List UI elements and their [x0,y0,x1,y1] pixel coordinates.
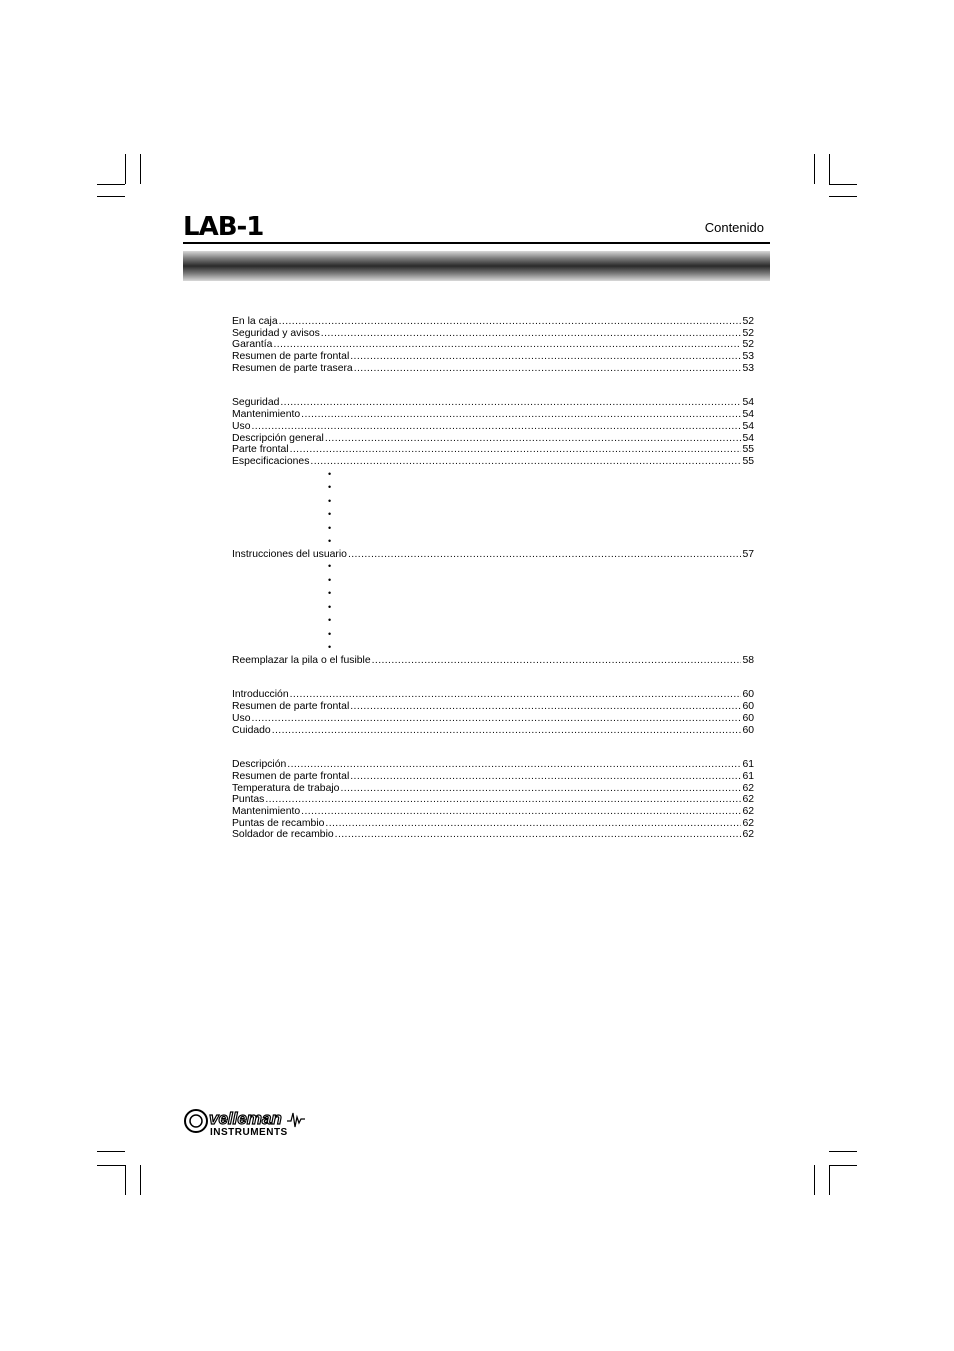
toc-entry-label: Cuidado [232,724,271,736]
toc-bullet: • [328,574,332,585]
toc-entry[interactable] [232,806,754,818]
toc-entry[interactable] [232,421,754,433]
toc-leader-dots [310,456,741,468]
toc-page-number: 52 [742,316,754,327]
toc-leader-dots [279,316,742,328]
toc-bullet: • [328,522,332,533]
toc-entry-label: Resumen de parte frontal [232,351,350,363]
toc-page-number: 54 [742,409,754,421]
toc-leader-dots [350,701,741,713]
toc-page-number: 55 [742,444,754,456]
toc-entry[interactable] [232,759,754,771]
brand-text: velleman [209,1109,282,1128]
toc-leader-dots [348,549,742,561]
toc-leader-dots [301,409,741,421]
toc-entry[interactable] [232,351,754,363]
toc-entry-label: Especificaciones [232,455,310,467]
toc-page-number: 60 [742,712,754,724]
toc-entry-label: Resumen de parte frontal [232,770,350,782]
subbrand-text: INSTRUMENTS [210,1127,288,1137]
toc-entry[interactable] [232,549,754,561]
toc-section [232,689,754,736]
toc-entry-label: Puntas [232,794,265,806]
toc-leader-dots [251,713,741,725]
toc-page-number: 54 [742,420,754,432]
toc-leader-dots [340,783,741,795]
toc-entry[interactable] [232,771,754,783]
toc-bullet: • [328,468,332,479]
toc-bullet: • [328,588,332,599]
toc-page-number: 60 [742,724,754,736]
toc-page-number: 62 [742,805,754,817]
toc-leader-dots [321,328,742,340]
toc-leader-dots [354,363,742,375]
toc-entry-label: Temperatura de trabajo [232,782,340,794]
toc-entry-label: Seguridad y avisos [232,327,320,339]
toc-entry[interactable] [232,818,754,830]
header-rule [183,242,770,244]
toc-entry-label: Introducción [232,689,289,701]
lab1-logo: LAB-1 [183,212,264,242]
toc-entry-label: Descripción [232,759,287,771]
toc-entry[interactable] [232,363,754,375]
toc-entry-label: Descripción general [232,432,324,444]
toc-leader-dots [372,655,742,667]
toc-bullet: • [328,495,332,506]
toc-entry-label: Mantenimiento [232,805,301,817]
toc-page-number: 62 [742,794,754,806]
toc-leader-dots [290,689,742,701]
toc-entry-label: Instrucciones del usuario [232,548,347,560]
toc-entry[interactable] [232,725,754,737]
toc-entry-label: Parte frontal [232,444,289,456]
toc-entry[interactable] [232,328,754,340]
toc-entry[interactable] [232,701,754,713]
toc-page-number: 61 [742,770,754,782]
toc-entry-label: Uso [232,712,251,724]
toc-entry[interactable] [232,783,754,795]
toc-page-number: 52 [742,339,754,351]
toc-entry-label: Seguridad [232,397,280,409]
toc-section [232,397,754,666]
toc-leader-dots [350,351,741,363]
toc-entry[interactable] [232,689,754,701]
toc-entry[interactable] [232,397,754,409]
toc-page-number: 62 [742,782,754,794]
toc-leader-dots [350,771,741,783]
toc-leader-dots [251,421,741,433]
toc-entry[interactable] [232,829,754,841]
toc-bullet: • [328,509,332,520]
toc-leader-dots [280,397,741,409]
toc-entry[interactable] [232,794,754,806]
toc-leader-dots [290,444,742,456]
toc-entry-label: Soldador de recambio [232,829,334,841]
toc-page-number: 52 [742,327,754,339]
toc-entry[interactable] [232,444,754,456]
toc-leader-dots [335,829,742,841]
toc-page-number: 57 [742,548,754,560]
toc-entry-label: Resumen de parte trasera [232,362,353,374]
toc-entry[interactable] [232,409,754,421]
table-of-contents [232,316,754,864]
toc-leader-dots [273,339,741,351]
toc-entry[interactable] [232,339,754,351]
toc-entry-label: Resumen de parte frontal [232,701,350,713]
toc-bullet: • [328,628,332,639]
toc-page-number: 54 [742,432,754,444]
toc-leader-dots [272,725,742,737]
toc-page-number: 54 [742,397,754,409]
toc-leader-dots [287,759,741,771]
toc-entry[interactable] [232,655,754,667]
toc-leader-dots [301,806,741,818]
toc-bullet: • [328,642,332,653]
toc-leader-dots [265,794,741,806]
toc-entry[interactable] [232,433,754,445]
toc-page-number: 58 [742,654,754,666]
toc-page-number: 62 [742,829,754,841]
toc-bullet: • [328,601,332,612]
toc-entry-label: Uso [232,420,251,432]
toc-section [232,316,754,374]
toc-leader-dots [325,818,741,830]
toc-page-number: 60 [742,701,754,713]
toc-entry-label: Mantenimiento [232,409,301,421]
toc-bullet: • [328,561,332,572]
toc-entry-label: Reemplazar la pila o el fusible [232,654,371,666]
toc-bullet: • [328,482,332,493]
toc-page-number: 53 [742,362,754,374]
toc-page-number: 55 [742,455,754,467]
toc-page-number: 61 [742,759,754,771]
page-title: Contenido [704,220,764,235]
toc-entry[interactable] [232,456,754,468]
toc-entry[interactable] [232,316,754,328]
toc-page-number: 53 [742,351,754,363]
header-gradient-band [183,251,770,281]
toc-page-number: 62 [742,817,754,829]
toc-entry[interactable] [232,713,754,725]
toc-leader-dots [325,433,742,445]
toc-bullet: • [328,536,332,547]
toc-section [232,759,754,841]
toc-page-number: 60 [742,689,754,701]
toc-entry-label: Puntas de recambio [232,817,325,829]
velleman-instruments-logo [183,1107,323,1137]
toc-entry-label: En la caja [232,316,278,327]
toc-bullet: • [328,615,332,626]
toc-entry-label: Garantía [232,339,273,351]
